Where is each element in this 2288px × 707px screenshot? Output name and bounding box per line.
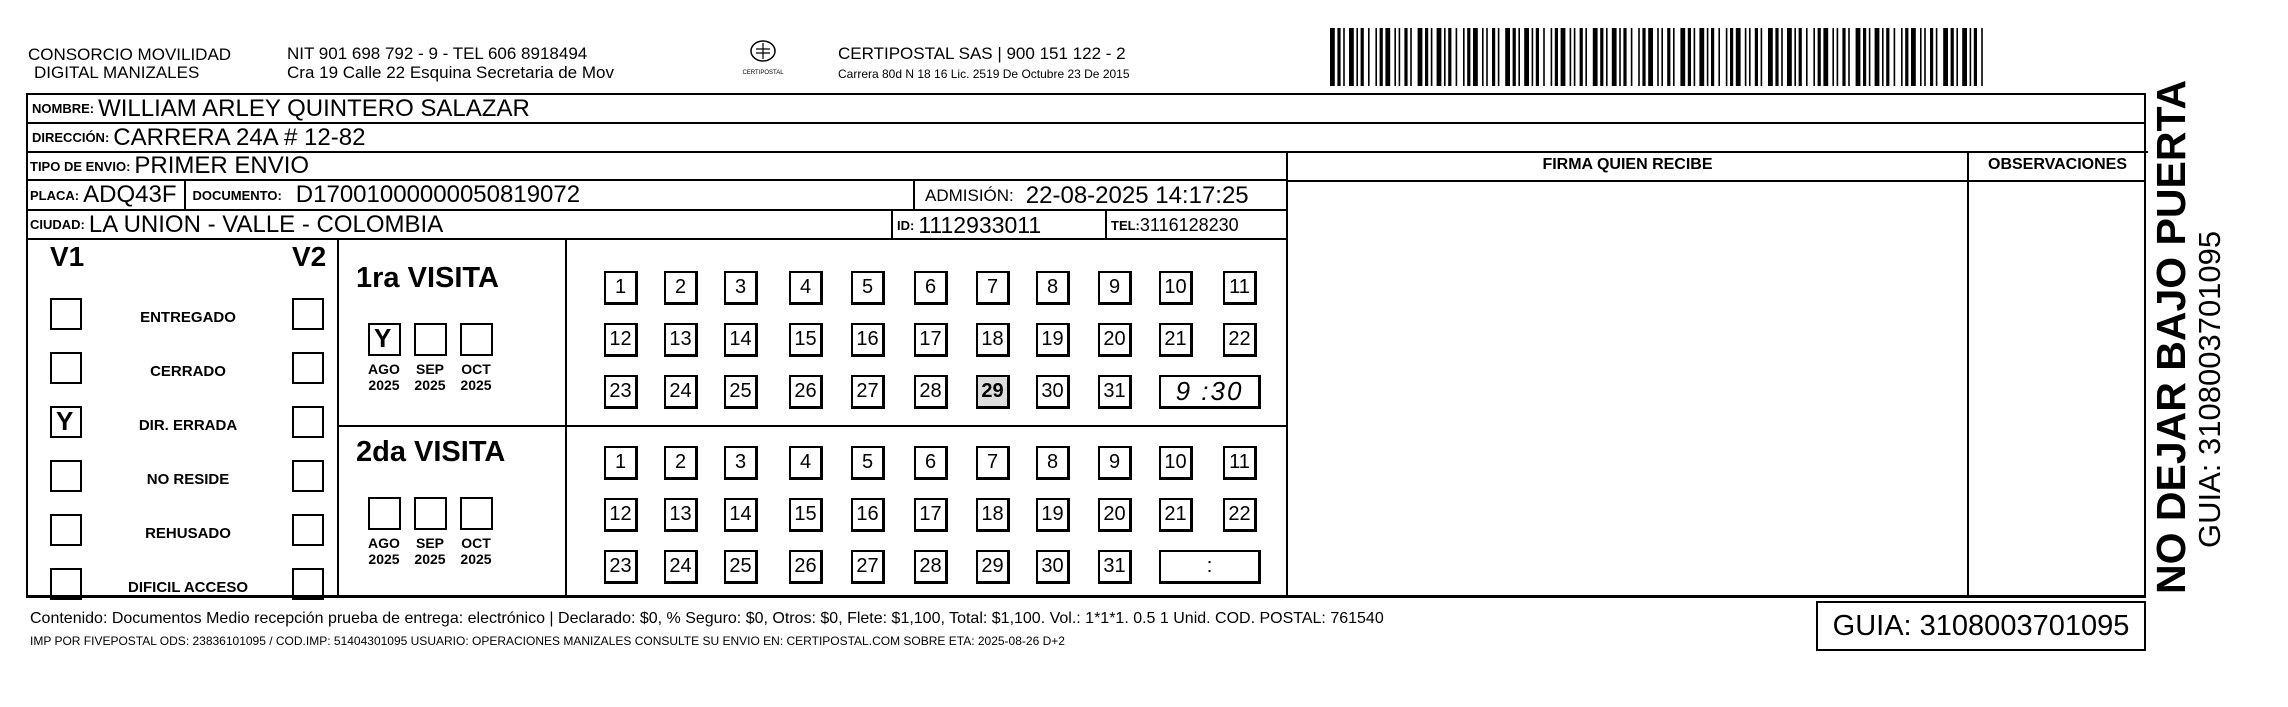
first-day-29[interactable]: 29 xyxy=(976,375,1010,409)
month-year: 2025 xyxy=(460,377,492,393)
footer-line1: Contenido: Documentos Medio recepción prueba de entrega: electrónico | Declarado: $0, % Seguro: $0, Otros: $0, Flete: $1,100, Total: $1,100. Vol.: 1*1*1. 0.5 1 Unid. COD. POSTAL: 761540 xyxy=(30,610,1384,627)
status-label-4: REHUSADO xyxy=(145,525,231,542)
second-visit-title: 2da VISITA xyxy=(356,436,506,468)
first-day-31[interactable]: 31 xyxy=(1098,375,1132,409)
second-day-4[interactable]: 4 xyxy=(789,446,823,480)
first-day-23[interactable]: 23 xyxy=(604,375,638,409)
month-name: OCT xyxy=(461,361,491,377)
vertical-warning-text: NO DEJAR BAJO PUERTA xyxy=(2148,79,2194,594)
observaciones-header: OBSERVACIONES xyxy=(1988,156,2127,173)
first-day-10[interactable]: 10 xyxy=(1159,271,1193,305)
first-month-checkbox-1[interactable] xyxy=(414,323,447,356)
v1-checkbox-2[interactable] xyxy=(50,406,82,438)
second-day-7[interactable]: 7 xyxy=(976,446,1010,480)
v2-checkbox-4[interactable] xyxy=(292,514,324,546)
first-day-5[interactable]: 5 xyxy=(851,271,885,305)
v1-checkbox-1[interactable] xyxy=(50,352,82,384)
status-label-1: CERRADO xyxy=(150,363,226,380)
admision-value: 22-08-2025 14:17:25 xyxy=(1025,182,1249,209)
month-year: 2025 xyxy=(414,551,446,567)
second-day-15[interactable]: 15 xyxy=(789,498,823,532)
first-day-21[interactable]: 21 xyxy=(1159,323,1193,357)
direccion-row xyxy=(28,124,2148,153)
company-name-line2: DIGITAL MANIZALES xyxy=(34,63,200,82)
second-day-1[interactable]: 1 xyxy=(604,446,638,480)
firma-header: FIRMA QUIEN RECIBE xyxy=(1542,156,1713,173)
first-day-13[interactable]: 13 xyxy=(664,323,698,357)
month-name: AGO xyxy=(368,535,400,551)
first-month-checkbox-0[interactable] xyxy=(368,323,401,356)
month-year: 2025 xyxy=(368,551,400,567)
nit-line: NIT 901 698 792 - 9 - TEL 606 8918494 xyxy=(287,44,588,63)
company-name-line1: CONSORCIO MOVILIDAD xyxy=(28,45,232,64)
first-day-30[interactable]: 30 xyxy=(1036,375,1070,409)
carrier-line2: Carrera 80d N 18 16 Lic. 2519 De Octubre 23 De 2015 xyxy=(838,67,1130,81)
first-month-label-1 xyxy=(408,361,452,393)
first-day-25[interactable]: 25 xyxy=(724,375,758,409)
second-day-22[interactable]: 22 xyxy=(1223,498,1257,532)
second-month-label-2 xyxy=(454,535,498,567)
second-day-11[interactable]: 11 xyxy=(1223,446,1257,480)
second-visit-time[interactable]: : xyxy=(1159,550,1261,584)
footer-line2: IMP POR FIVEPOSTAL ODS: 23836101095 / COD.IMP: 51404301095 USUARIO: OPERACIONES MANIZALES CONSULTE SU ENVIO EN: CERTIPOSTAL.COM SOBRE ETA: 2025-08-26 D+2 xyxy=(30,634,1065,648)
v2-header: V2 xyxy=(292,241,327,272)
first-day-11[interactable]: 11 xyxy=(1223,271,1257,305)
second-day-9[interactable]: 9 xyxy=(1098,446,1132,480)
second-day-18[interactable]: 18 xyxy=(976,498,1010,532)
first-day-22[interactable]: 22 xyxy=(1223,323,1257,357)
first-month-label-0 xyxy=(362,361,406,393)
second-day-20[interactable]: 20 xyxy=(1098,498,1132,532)
first-day-3[interactable]: 3 xyxy=(724,271,758,305)
admision-label: ADMISIÓN: xyxy=(925,186,1014,205)
first-day-1[interactable]: 1 xyxy=(604,271,638,305)
month-year: 2025 xyxy=(414,377,446,393)
carrier-line1: CERTIPOSTAL SAS | 900 151 122 - 2 xyxy=(838,44,1126,63)
second-day-21[interactable]: 21 xyxy=(1159,498,1193,532)
barcode xyxy=(1330,28,1992,86)
vertical-guia-text: GUIA: 3108003701095 xyxy=(2192,230,2227,548)
tel-label: TEL: xyxy=(1111,218,1140,233)
second-day-16[interactable]: 16 xyxy=(851,498,885,532)
first-day-28[interactable]: 28 xyxy=(914,375,948,409)
tipo-value: PRIMER ENVIO xyxy=(134,152,310,179)
second-day-27[interactable]: 27 xyxy=(851,550,885,584)
placa-label: PLACA: xyxy=(30,187,80,203)
tipo-label: TIPO DE ENVIO: xyxy=(30,158,131,174)
second-day-10[interactable]: 10 xyxy=(1159,446,1193,480)
v1-checkbox-0[interactable] xyxy=(50,298,82,330)
nombre-label: NOMBRE: xyxy=(32,101,95,116)
v2-checkbox-3[interactable] xyxy=(292,460,324,492)
v2-checkbox-0[interactable] xyxy=(292,298,324,330)
first-month-checkbox-2[interactable] xyxy=(460,323,493,356)
first-day-6[interactable]: 6 xyxy=(914,271,948,305)
first-day-20[interactable]: 20 xyxy=(1098,323,1132,357)
second-day-8[interactable]: 8 xyxy=(1036,446,1070,480)
placa-value: ADQ43F xyxy=(83,181,177,208)
vertical-warning xyxy=(2148,80,2226,594)
month-name: AGO xyxy=(368,361,400,377)
second-day-29[interactable]: 29 xyxy=(976,550,1010,584)
second-day-23[interactable]: 23 xyxy=(604,550,638,584)
first-day-14[interactable]: 14 xyxy=(724,323,758,357)
tel-value: 3116128230 xyxy=(1139,215,1239,235)
v1-checkbox-4[interactable] xyxy=(50,514,82,546)
first-day-27[interactable]: 27 xyxy=(851,375,885,409)
second-day-14[interactable]: 14 xyxy=(724,498,758,532)
first-day-16[interactable]: 16 xyxy=(851,323,885,357)
first-month-label-2 xyxy=(454,361,498,393)
second-day-17[interactable]: 17 xyxy=(914,498,948,532)
v2-checkbox-1[interactable] xyxy=(292,352,324,384)
second-month-checkbox-1[interactable] xyxy=(414,497,447,530)
guia-box: GUIA: 3108003701095 xyxy=(1816,601,2146,651)
v1-checkbox-5[interactable] xyxy=(50,568,82,600)
documento-label: DOCUMENTO: xyxy=(192,187,282,203)
second-day-26[interactable]: 26 xyxy=(789,550,823,584)
first-day-19[interactable]: 19 xyxy=(1036,323,1070,357)
carrier-logo-icon xyxy=(748,38,778,64)
address-line: Cra 19 Calle 22 Esquina Secretaria de Mov xyxy=(287,63,614,82)
carrier-logo xyxy=(728,38,798,82)
second-day-5[interactable]: 5 xyxy=(851,446,885,480)
first-day-24[interactable]: 24 xyxy=(664,375,698,409)
status-label-0: ENTREGADO xyxy=(140,309,236,326)
month-name: SEP xyxy=(415,361,444,377)
nombre-value: WILLIAM ARLEY QUINTERO SALAZAR xyxy=(98,95,530,122)
second-day-28[interactable]: 28 xyxy=(914,550,948,584)
documento-value: D17001000000050819072 xyxy=(295,181,581,208)
second-month-label-0 xyxy=(362,535,406,567)
second-day-31[interactable]: 31 xyxy=(1098,550,1132,584)
v2-checkbox-5[interactable] xyxy=(292,568,324,600)
second-month-checkbox-2[interactable] xyxy=(460,497,493,530)
nombre-row xyxy=(28,95,2144,124)
id-value: 1112933011 xyxy=(918,212,1042,238)
carrier-logo-text: CERTIPOSTAL xyxy=(742,70,784,76)
second-day-24[interactable]: 24 xyxy=(664,550,698,584)
month-year: 2025 xyxy=(460,551,492,567)
month-name: OCT xyxy=(461,535,491,551)
first-month-check-mark: Y xyxy=(374,323,392,353)
check-mark: Y xyxy=(56,406,74,436)
first-visit-title: 1ra VISITA xyxy=(356,262,499,294)
second-day-19[interactable]: 19 xyxy=(1036,498,1070,532)
tel-cell xyxy=(1105,211,1287,240)
first-day-7[interactable]: 7 xyxy=(976,271,1010,305)
status-label-2: DIR. ERRADA xyxy=(138,417,238,434)
second-day-13[interactable]: 13 xyxy=(664,498,698,532)
first-day-8[interactable]: 8 xyxy=(1036,271,1070,305)
first-visit-time[interactable]: 9 :30 xyxy=(1159,375,1261,409)
second-day-6[interactable]: 6 xyxy=(914,446,948,480)
second-day-30[interactable]: 30 xyxy=(1036,550,1070,584)
second-month-label-1 xyxy=(408,535,452,567)
status-label-5: DIFICIL ACCESO xyxy=(127,579,248,596)
v1-header: V1 xyxy=(50,241,85,272)
v1-checkbox-3[interactable] xyxy=(50,460,82,492)
admision-cell xyxy=(913,181,1287,211)
ciudad-value: LA UNION - VALLE - COLOMBIA xyxy=(88,210,444,238)
direccion-label: DIRECCIÓN: xyxy=(32,130,110,145)
first-day-18[interactable]: 18 xyxy=(976,323,1010,357)
v2-checkbox-2[interactable] xyxy=(292,406,324,438)
tipo-row xyxy=(26,153,1287,181)
ciudad-label: CIUDAD: xyxy=(30,217,85,232)
second-day-3[interactable]: 3 xyxy=(724,446,758,480)
id-cell xyxy=(891,211,1105,240)
first-day-17[interactable]: 17 xyxy=(914,323,948,357)
first-day-4[interactable]: 4 xyxy=(789,271,823,305)
second-day-25[interactable]: 25 xyxy=(724,550,758,584)
second-day-12[interactable]: 12 xyxy=(604,498,638,532)
first-day-15[interactable]: 15 xyxy=(789,323,823,357)
first-day-9[interactable]: 9 xyxy=(1098,271,1132,305)
month-name: SEP xyxy=(415,535,444,551)
id-label: ID: xyxy=(897,218,915,233)
first-day-26[interactable]: 26 xyxy=(789,375,823,409)
first-day-12[interactable]: 12 xyxy=(604,323,638,357)
second-month-checkbox-0[interactable] xyxy=(368,497,401,530)
month-year: 2025 xyxy=(368,377,400,393)
second-day-2[interactable]: 2 xyxy=(664,446,698,480)
direccion-value: CARRERA 24A # 12-82 xyxy=(113,124,366,151)
status-label-3: NO RESIDE xyxy=(146,471,230,488)
first-day-2[interactable]: 2 xyxy=(664,271,698,305)
